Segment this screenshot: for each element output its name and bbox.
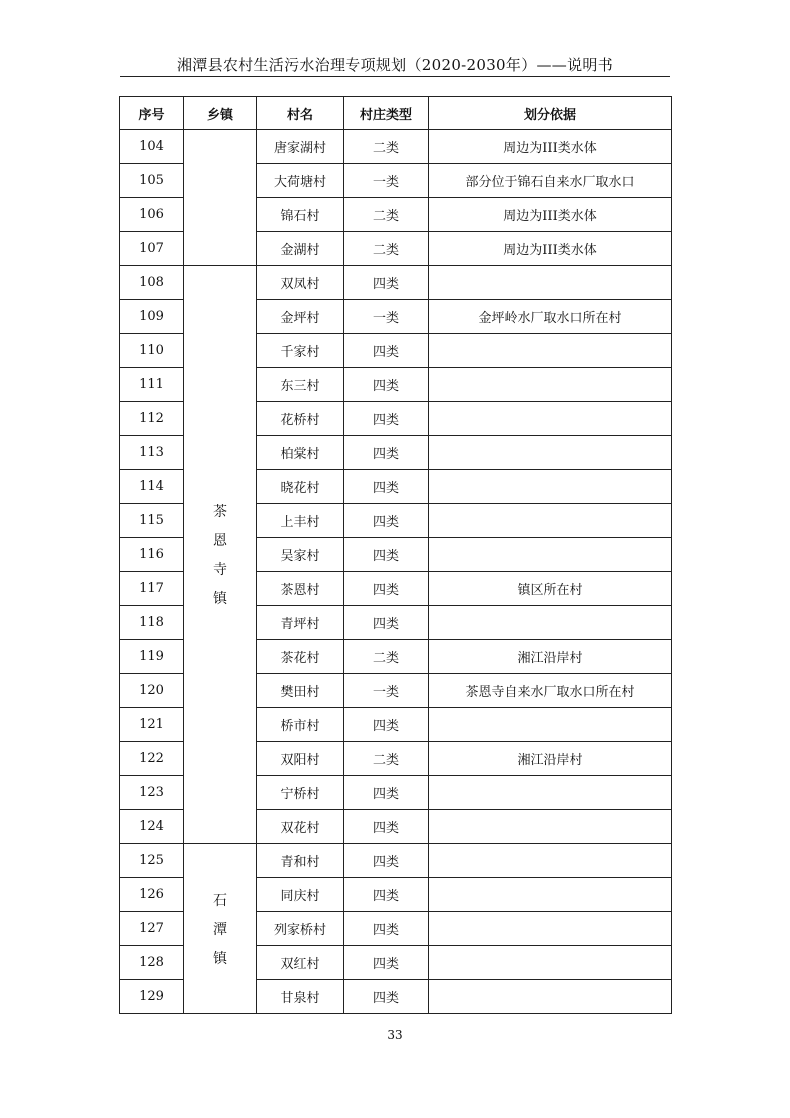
document-header-title: 湘潭县农村生活污水治理专项规划（2020-2030年）——说明书 [176,56,614,74]
cell-no: 121 [120,708,184,742]
cell-town [184,844,257,1014]
page-number: 33 [387,1028,403,1042]
cell-town [184,266,257,844]
table-header-row [120,97,672,130]
cell-no: 122 [120,742,184,776]
cell-no: 113 [120,436,184,470]
cell-no: 111 [120,368,184,402]
cell-basis: 周边为III类水体 [429,198,672,232]
table-row [120,844,672,878]
cell-type: 四类 [344,334,429,368]
cell-type: 二类 [344,232,429,266]
cell-basis [429,368,672,402]
cell-type: 一类 [344,674,429,708]
cell-no: 128 [120,946,184,980]
cell-type: 四类 [344,810,429,844]
cell-type: 四类 [344,538,429,572]
cell-type: 二类 [344,742,429,776]
cell-type: 四类 [344,946,429,980]
cell-no: 124 [120,810,184,844]
cell-type: 一类 [344,164,429,198]
cell-no: 109 [120,300,184,334]
cell-type: 二类 [344,640,429,674]
cell-type: 四类 [344,912,429,946]
cell-village: 双红村 [257,946,344,980]
cell-type: 二类 [344,198,429,232]
cell-basis [429,266,672,300]
cell-type: 四类 [344,708,429,742]
cell-village: 东三村 [257,368,344,402]
cell-village: 甘泉村 [257,980,344,1014]
cell-type: 四类 [344,878,429,912]
cell-basis: 部分位于锦石自来水厂取水口 [429,164,672,198]
header-rule [120,76,670,77]
cell-village: 唐家湖村 [257,130,344,164]
cell-basis: 茶恩寺自来水厂取水口所在村 [429,674,672,708]
cell-no: 115 [120,504,184,538]
cell-type: 四类 [344,844,429,878]
cell-type: 四类 [344,436,429,470]
village-classification-table [119,96,672,1014]
cell-basis: 镇区所在村 [429,572,672,606]
cell-basis: 周边为III类水体 [429,130,672,164]
cell-basis [429,606,672,640]
cell-no: 117 [120,572,184,606]
cell-type: 二类 [344,130,429,164]
cell-no: 108 [120,266,184,300]
cell-village: 大荷塘村 [257,164,344,198]
table-row [120,266,672,300]
cell-no: 106 [120,198,184,232]
cell-type: 四类 [344,470,429,504]
cell-basis [429,912,672,946]
cell-no: 104 [120,130,184,164]
cell-no: 125 [120,844,184,878]
cell-no: 129 [120,980,184,1014]
column-header-type: 村庄类型 [344,97,429,130]
cell-basis [429,946,672,980]
cell-type: 四类 [344,776,429,810]
cell-basis: 湘江沿岸村 [429,742,672,776]
cell-no: 107 [120,232,184,266]
cell-type: 四类 [344,606,429,640]
cell-type: 四类 [344,266,429,300]
cell-no: 105 [120,164,184,198]
cell-no: 126 [120,878,184,912]
cell-type: 四类 [344,504,429,538]
cell-no: 119 [120,640,184,674]
cell-village: 青和村 [257,844,344,878]
cell-village: 柏棠村 [257,436,344,470]
cell-type: 四类 [344,572,429,606]
cell-basis [429,776,672,810]
cell-village: 吴家村 [257,538,344,572]
cell-village: 金坪村 [257,300,344,334]
column-header-basis: 划分依据 [429,97,672,130]
cell-no: 112 [120,402,184,436]
cell-village: 桥市村 [257,708,344,742]
cell-basis: 金坪岭水厂取水口所在村 [429,300,672,334]
cell-basis [429,844,672,878]
cell-basis [429,538,672,572]
cell-town [184,130,257,266]
cell-village: 青坪村 [257,606,344,640]
cell-basis [429,708,672,742]
cell-basis [429,980,672,1014]
column-header-town: 乡镇 [184,97,257,130]
cell-type: 四类 [344,368,429,402]
column-header-village: 村名 [257,97,344,130]
cell-village: 晓花村 [257,470,344,504]
cell-village: 双凤村 [257,266,344,300]
town-name: 茶 恩 寺 镇 [213,504,227,607]
cell-no: 110 [120,334,184,368]
cell-type: 一类 [344,300,429,334]
cell-no: 116 [120,538,184,572]
table-body [120,130,672,1014]
cell-no: 114 [120,470,184,504]
cell-basis [429,402,672,436]
cell-basis [429,504,672,538]
cell-village: 花桥村 [257,402,344,436]
column-header-no: 序号 [120,97,184,130]
cell-no: 118 [120,606,184,640]
cell-basis [429,470,672,504]
cell-basis [429,878,672,912]
cell-village: 千家村 [257,334,344,368]
cell-village: 同庆村 [257,878,344,912]
cell-village: 樊田村 [257,674,344,708]
cell-village: 列家桥村 [257,912,344,946]
cell-type: 四类 [344,402,429,436]
cell-basis: 周边为III类水体 [429,232,672,266]
cell-basis [429,436,672,470]
cell-village: 上丰村 [257,504,344,538]
cell-village: 茶恩村 [257,572,344,606]
cell-village: 锦石村 [257,198,344,232]
cell-village: 宁桥村 [257,776,344,810]
table-row [120,130,672,164]
cell-basis [429,334,672,368]
cell-type: 四类 [344,980,429,1014]
cell-village: 双花村 [257,810,344,844]
cell-village: 茶花村 [257,640,344,674]
town-name: 石 潭 镇 [213,892,227,967]
cell-village: 双阳村 [257,742,344,776]
cell-no: 120 [120,674,184,708]
cell-basis [429,810,672,844]
cell-no: 123 [120,776,184,810]
cell-basis: 湘江沿岸村 [429,640,672,674]
cell-village: 金湖村 [257,232,344,266]
cell-no: 127 [120,912,184,946]
